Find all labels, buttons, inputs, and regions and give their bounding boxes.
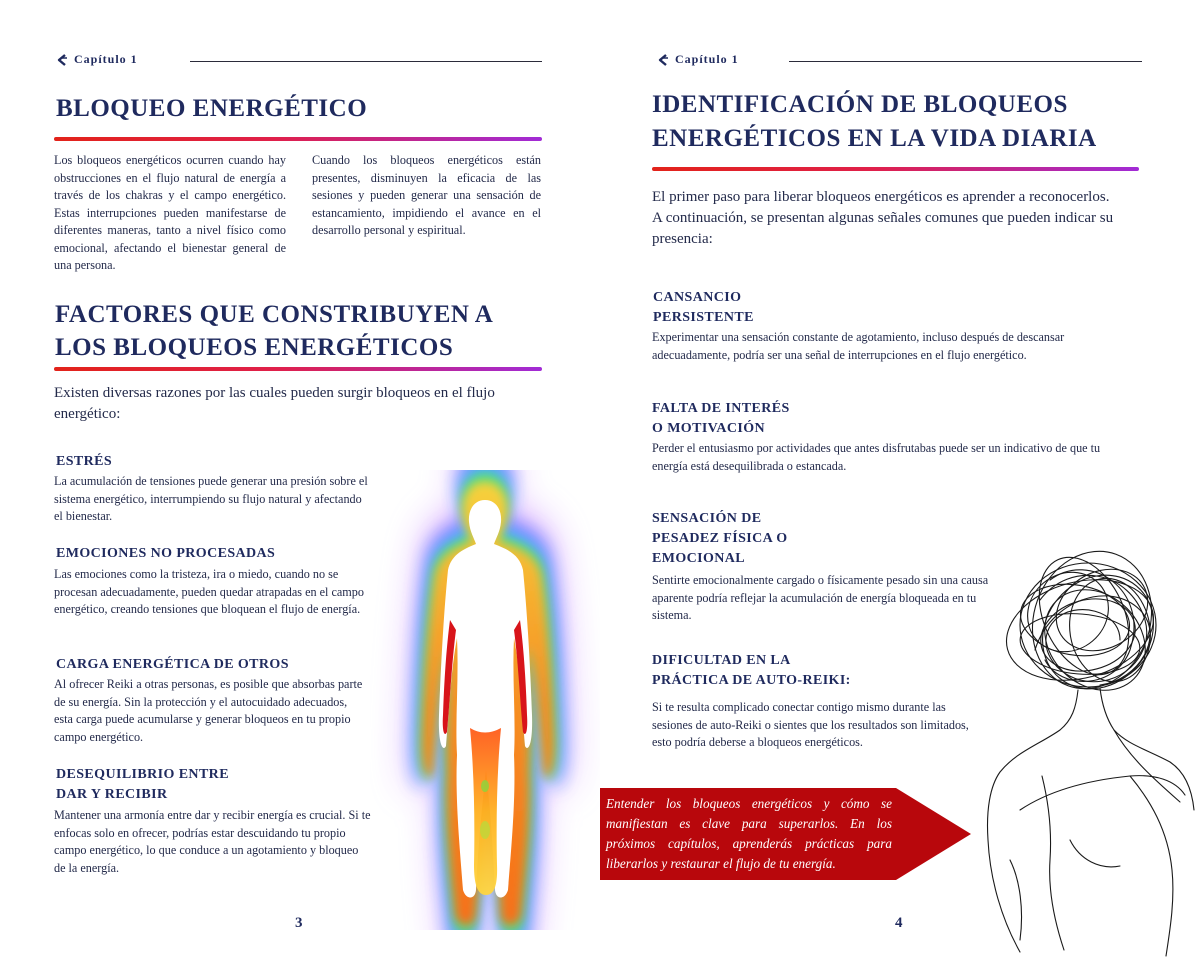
factor-text-emotions: Las emociones como la tristeza, ira o miedo, cuando no se procesan adecuadamente, pueden quedar atrapadas en el campo energético, creando tensiones que bloquean el flujo de energía. [54, 567, 364, 616]
page-lead: El primer paso para liberar bloqueos energéticos es aprender a reconocerlos. A continuación, se presentan algunas señales comunes que pueden indicar su presencia: [652, 189, 1114, 247]
chapter-rule [789, 61, 1142, 62]
intro-column-2: Cuando los bloqueos energéticos están presentes, disminuyen la eficacia de las sesiones y pueden generar una sensación de estancamiento, impidiendo el avance en el desarrollo personal y espiritual. [312, 153, 541, 237]
sign-title-motivation-line-1: FALTA DE INTERÉS [652, 401, 790, 416]
chapter-arrow-icon [56, 54, 68, 66]
chapter-label: Capítulo 1 [74, 52, 138, 66]
sign-text-self-reiki: Si te resulta complicado conectar contigo mismo durante las sesiones de auto-Reiki o sientes que los resultados son limitados, esto podría deberse a bloqueos energéticos. [652, 700, 969, 749]
chapter-header [56, 52, 138, 67]
title-gradient-rule [652, 167, 1139, 171]
section-title [55, 298, 493, 364]
sign-title-motivation-line-2: O MOTIVACIÓN [652, 421, 766, 436]
sign-title-fatigue [653, 288, 754, 328]
tangled-head-sketch [980, 540, 1200, 958]
sign-title-heaviness [652, 509, 788, 569]
chapter-label: Capítulo 1 [675, 52, 739, 66]
sign-text-heaviness: Sentirte emocionalmente cargado o físicamente pesado sin una causa aparente podría reflejar la acumulación de energía bloqueada en tu sistema. [652, 573, 989, 622]
factor-title-give-receive [56, 765, 229, 805]
factor-title-give-receive-line-1: DESEQUILIBRIO ENTRE [56, 767, 229, 782]
right-page [600, 0, 1200, 958]
sign-title-self-reiki [652, 651, 851, 691]
page-number: 3 [295, 915, 303, 931]
sign-title-motivation [652, 399, 790, 439]
conclusion-banner [600, 788, 972, 882]
factor-title-emotions: EMOCIONES NO PROCESADAS [56, 546, 276, 561]
factor-text-external-load: Al ofrecer Reiki a otras personas, es posible que absorbas parte de su energía. Sin la protección y el autocuidado adecuados, esta carga puede acumularse y generar bloqueos en tu propio campo energético. [54, 677, 363, 744]
factor-text-stress: La acumulación de tensiones puede generar una presión sobre el sistema energético, interrumpiendo su flujo natural y afectando el bienestar. [54, 474, 368, 523]
sign-title-fatigue-line-1: CANSANCIO [653, 290, 742, 305]
chapter-rule [190, 61, 542, 62]
section-title-line-1: FACTORES QUE CONSTRIBUYEN A [55, 301, 494, 328]
factor-title-stress: ESTRÉS [56, 454, 113, 469]
page-number: 4 [895, 915, 903, 931]
sign-title-fatigue-line-2: PERSISTENTE [653, 310, 754, 325]
chapter-header [657, 52, 739, 67]
aura-body-illustration [370, 470, 600, 930]
page-title [652, 88, 1097, 156]
chapter-arrow-icon [657, 54, 669, 66]
factor-title-external-load: CARGA ENERGÉTICA DE OTROS [56, 657, 289, 672]
page-title: BLOQUEO ENERGÉTICO [56, 95, 368, 122]
factor-text-give-receive: Mantener una armonía entre dar y recibir energía es crucial. Si te enfocas solo en ofrecer, podrías estar descuidando tu propio campo energético, lo que conduce a un agotamiento y bloqueo de la energía. [54, 808, 371, 875]
sign-title-heaviness-line-3: EMOCIONAL [652, 551, 746, 566]
intro-column-1: Los bloqueos energéticos ocurren cuando hay obstrucciones en el flujo natural de energía a través de los chakras y el campo energético. Estas interrupciones pueden manifestarse de diferentes maneras, tanto a nivel físico como emocional, afectando el bienestar general de una persona. [54, 153, 286, 272]
title-gradient-rule [54, 137, 542, 141]
sign-text-fatigue: Experimentar una sensación constante de agotamiento, incluso después de descansar adecuadamente, podría ser una señal de interrupciones en el flujo energético. [652, 330, 1065, 362]
page-title-line-2: ENERGÉTICOS EN LA VIDA DIARIA [652, 125, 1097, 152]
section-lead: Existen diversas razones por las cuales pueden surgir bloqueos en el flujo energético: [54, 385, 495, 422]
sign-title-self-reiki-line-2: PRÁCTICA DE AUTO-REIKI: [652, 673, 851, 688]
sign-title-heaviness-line-1: SENSACIÓN DE [652, 511, 762, 526]
section-title-line-2: LOS BLOQUEOS ENERGÉTICOS [55, 334, 454, 361]
sign-text-motivation: Perder el entusiasmo por actividades que antes disfrutabas puede ser un indicativo de que tu energía está desequilibrada o estancada. [652, 441, 1101, 473]
section-gradient-rule [54, 367, 542, 371]
sign-title-heaviness-line-2: PESADEZ FÍSICA O [652, 531, 788, 546]
factor-title-give-receive-line-2: DAR Y RECIBIR [56, 787, 168, 802]
page-title-line-1: IDENTIFICACIÓN DE BLOQUEOS [652, 91, 1068, 118]
banner-text: Entender los bloqueos energéticos y cómo se manifiestan es clave para superarlos. En los próximos capítulos, aprenderás prácticas para liberarlos y restaurar el flujo de tu energía. [606, 796, 892, 871]
sign-title-self-reiki-line-1: DIFICULTAD EN LA [652, 653, 791, 668]
